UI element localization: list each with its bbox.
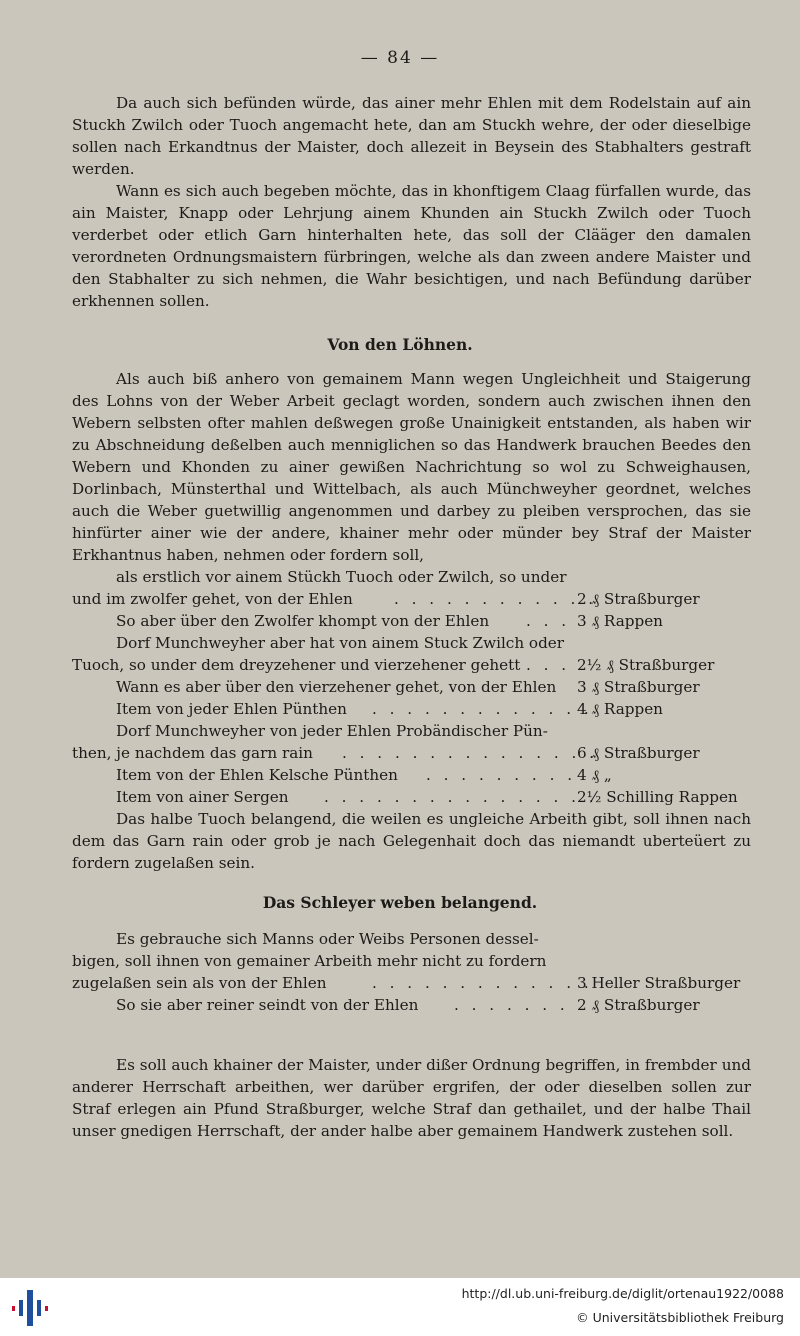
leader-dots: . . . [526, 612, 571, 630]
veil-amount-1: 3 Heller Straßburger [577, 974, 741, 992]
wage-amount: 6 ₰ Straßburger [577, 744, 700, 762]
wage-desc-line1: Wann es aber über den vierzehener gehet, von der Ehlen [116, 678, 557, 696]
paragraph-1: Da auch sich befünden würde, das ainer mehr Ehlen mit dem Rodelstain auf ain Stuckh Zwilch oder Tuoch angemacht hete, dan am Stuckh wehre, der oder dieselbige sollen nach Erkandtnus der Maister, doch allezeit in Beysein des Stabhalters gestraft werden. [72, 94, 751, 178]
wage-desc-line2: und im zwolfer gehet, von der Ehlen [72, 590, 353, 608]
wage-desc-line2: Tuoch, so under dem dreyzehener und vierzehener gehett [72, 656, 521, 674]
leader-dots: . . . . . . . . . . . . [394, 590, 598, 608]
wage-amount: 2 ₰ Straßburger [577, 590, 700, 608]
source-url-link[interactable]: http://dl.ub.uni-freiburg.de/diglit/ortenau1922/0088 [461, 1286, 784, 1301]
footer [0, 1278, 800, 1336]
wage-row [72, 698, 762, 720]
wage-desc-line1: Dorf Munchweyher von jeder Ehlen Probändischer Pün- [116, 722, 548, 740]
wage-row [72, 764, 762, 786]
wage-amount: 4 ₰ Rappen [577, 700, 663, 718]
leader-dots: . . . [526, 656, 571, 674]
leader-dots: . . . . . . . . . . . . . . . . [324, 788, 598, 806]
heading-loehne: Von den Löhnen. [327, 335, 473, 354]
leader-dots: . . . . . . . . . . . . . [372, 974, 593, 992]
wage-desc-line1: Item von ainer Sergen [116, 788, 289, 806]
wage-row [72, 786, 762, 808]
leader-dots: . . . . . . . . . . . . . . . [342, 744, 599, 762]
wage-desc-line1: Item von jeder Ehlen Pünthen [116, 700, 347, 718]
wage-table [72, 566, 762, 808]
paragraph-2: Wann es sich auch begeben möchte, das in khonftigem Claag fürfallen wurde, das ain Maister, Knapp oder Lehrjung ainem Khunden ain Stuckh Zwilch oder Tuoch verderbet oder etlich Garn hinterhalten hete, das soll der Clääger den damalen verordneten Ordnungsmaistern fürbringen, welche als dan zween andere Maister und den Stabhalter zu sich nehmen, die Wahr besichtigen, und nach Befündung darüber erkhennen sollen. [72, 182, 751, 310]
wage-amount: 2½ ₰ Straßburger [577, 656, 715, 674]
ub-freiburg-logo-icon [8, 1288, 52, 1328]
paragraph-5: Es soll auch khainer der Maister, under dißer Ordnung begriffen, in frembder und anderer Herrschaft arbeithen, wer darüber ergrifen, der oder dieselben sollen zur Straf erlegen ain Pfund Straßburger, welche Straf dan gethailet, und der halbe Thail unser gnedigen Herrschaft, der ander halbe aber gemainem Handwerk zustehen soll. [72, 1056, 751, 1140]
wage-desc-line1: So aber über den Zwolfer khompt von der Ehlen [116, 612, 490, 630]
veil-amount-2: 2 ₰ Straßburger [577, 996, 700, 1014]
wage-desc-line1: als erstlich vor ainem Stückh Tuoch oder Zwilch, so under [116, 568, 567, 586]
wage-row [72, 720, 762, 764]
leader-dots: . . . . . . . [454, 996, 569, 1014]
wage-row [72, 566, 762, 610]
wage-desc-line2: then, je nachdem das garn rain [72, 744, 313, 762]
veil-line3: zugelaßen sein als von der Ehlen [72, 974, 327, 992]
veil-line4: So sie aber reiner seindt von der Ehlen [116, 996, 419, 1014]
wage-amount: 3 ₰ Straßburger [577, 678, 700, 696]
wage-row [72, 632, 762, 676]
leader-dots: . . . . . . . . . . . . . [372, 700, 593, 718]
wage-amount: 3 ₰ Rappen [577, 612, 663, 630]
leader-dots: . . . . . . . . . [426, 766, 577, 784]
heading-schleyer: Das Schleyer weben belangend. [262, 893, 538, 912]
wage-desc-line1: Dorf Munchweyher aber hat von ainem Stuck Zwilch oder [116, 634, 565, 652]
wage-amount: 4 ₰ „ [577, 766, 612, 784]
paragraph-3: Als auch biß anhero von gemainem Mann wegen Ungleichheit und Staigerung des Lohns von der Weber Arbeit geclagt worden, sondern auch zwischen ihnen den Webern selbsten ofter mahlen deßwegen große Unainigkeit entstanden, als haben wir zu Abschneidung deßelben auch menniglichen so das Handwerk brauchen Beedes den Webern und Khonden zu ainer gewißen Nachrichtung so wol zu Schweighausen, Dorlinbach, Münsterthal und Wittelbach, als auch Münchweyher geordnet, welches auch die Weber guetwillig angenommen und darbey zu pleiben versprochen, das sie hinfürter ainer wie der andere, khainer mehr oder münder bey Straf der Maister Erkhantnus haben, nehmen oder fordern soll, [72, 370, 751, 564]
wage-row [72, 610, 762, 632]
veil-table [72, 928, 762, 1016]
wage-desc-line1: Item von der Ehlen Kelsche Pünthen [116, 766, 398, 784]
paragraph-4: Das halbe Tuoch belangend, die weilen es ungleiche Arbeith gibt, soll ihnen nach dem das Garn rain oder grob je nach Gelegenhait doch das niemandt uberteüert zu fordern zugelaßen sein. [72, 810, 751, 872]
wage-row [72, 676, 762, 698]
veil-line1: Es gebrauche sich Manns oder Weibs Personen dessel- [116, 930, 539, 948]
copyright-text: © Universitätsbibliothek Freiburg [576, 1310, 784, 1325]
veil-line2: bigen, soll ihnen von gemainer Arbeith mehr nicht zu fordern [72, 952, 547, 970]
wage-amount: 2½ Schilling Rappen [577, 788, 738, 806]
page-number: — 84 — [360, 48, 440, 68]
